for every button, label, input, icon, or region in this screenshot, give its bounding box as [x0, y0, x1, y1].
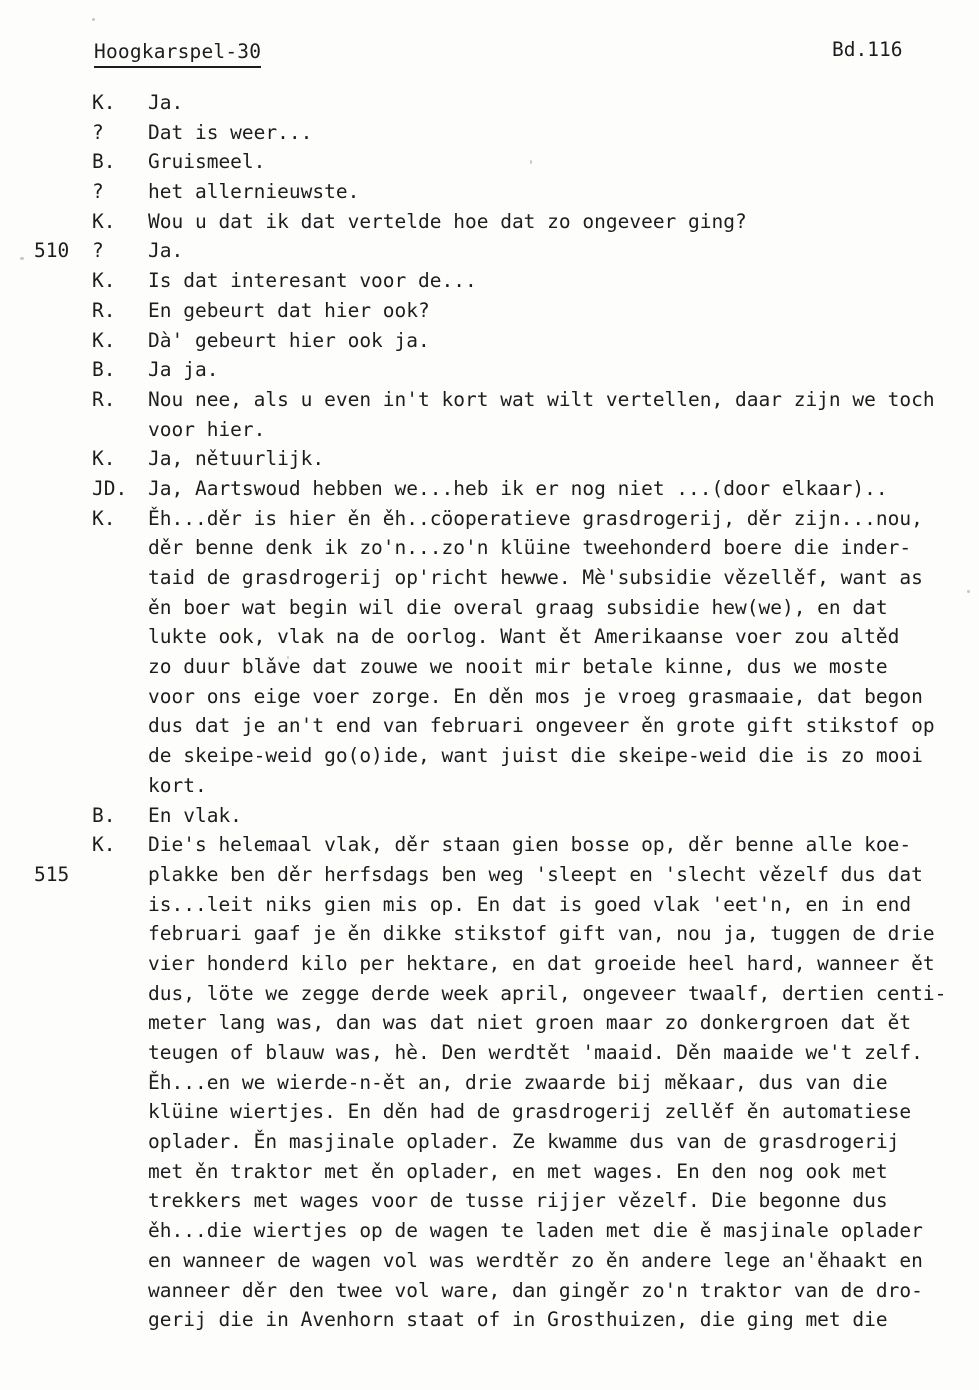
speaker-label: K.	[92, 833, 116, 857]
transcript-line	[0, 1127, 979, 1157]
line-number: 510	[34, 239, 70, 263]
speaker-label: B.	[92, 358, 116, 382]
speaker-label: ?	[92, 180, 104, 204]
transcript-line	[0, 563, 979, 593]
transcript-line	[0, 177, 979, 207]
dialogue-text: zo duur blǎve dat zouwe we nooit mir betale kinne, dus we moste	[148, 655, 888, 679]
dialogue-text: Dà' gebeurt hier ook ja.	[148, 328, 430, 352]
transcript-line	[0, 266, 979, 296]
dialogue-text: taid de grasdrogerij op'richt hewwe. Mè'subsidie vězellěf, want as	[148, 566, 923, 589]
dialogue-text: klüine wiertjes. En děn had de grasdrogerij zellěf ěn automatiese	[148, 1100, 912, 1124]
speaker-label: ?	[92, 120, 104, 144]
transcript-line	[0, 1157, 979, 1187]
dialogue-text: En gebeurt dat hier ook?	[148, 298, 430, 322]
speaker-label: B.	[92, 150, 116, 174]
transcript-line	[0, 326, 979, 356]
speaker-label: JD.	[92, 476, 128, 500]
dialogue-text: februari gaaf je ěn dikke stikstof gift van, nou ja, tuggen de drie	[148, 922, 935, 946]
dialogue-text: wanneer děr den twee vol ware, dan gingěr zo'n traktor van de dro-	[148, 1278, 923, 1302]
transcript-line	[0, 622, 979, 652]
dialogue-text: Ja ja.	[148, 358, 219, 382]
dialogue-text: Ja.	[148, 91, 184, 114]
dialogue-text: is...leit niks gien mis op. En dat is goed vlak 'eet'n, en in end	[148, 892, 912, 916]
speaker-label: ?	[92, 239, 104, 263]
transcript-line	[0, 1097, 979, 1127]
dialogue-text: meter lang was, dan was dat niet groen maar zo donkergroen dat ět	[148, 1011, 912, 1035]
transcript-line	[0, 711, 979, 741]
transcript-line	[0, 296, 979, 326]
dialogue-text: Wou u dat ik dat vertelde hoe dat zo ongeveer ging?	[148, 209, 747, 233]
dialogue-text: dus dat je an't end van februari ongeveer ěn grote gift stikstof op	[148, 714, 935, 738]
dialogue-text: met ěn traktor met ěn oplader, en met wages. En den nog ook met	[148, 1159, 888, 1183]
speaker-label: R.	[92, 387, 116, 411]
dialogue-text: En vlak.	[148, 803, 242, 827]
dialogue-text: de skeipe-weid go(o)ide, want juist die skeipe-weid die is zo mooi	[148, 744, 923, 768]
transcript	[0, 88, 979, 1335]
transcript-line	[0, 593, 979, 623]
speaker-label: K.	[92, 506, 116, 530]
transcript-line	[0, 919, 979, 949]
transcript-line	[0, 533, 979, 563]
dialogue-text: vier honderd kilo per hektare, en dat groeide heel hard, wanneer ět	[148, 951, 935, 975]
dialogue-text: Ja, Aartswoud hebben we...heb ik er nog niet ...(door elkaar)..	[148, 476, 888, 500]
speaker-label: K.	[92, 328, 116, 352]
transcript-line	[0, 415, 979, 445]
transcript-line	[0, 860, 979, 890]
speaker-label: K.	[92, 91, 116, 114]
transcript-line	[0, 1305, 979, 1335]
dialogue-text: voor ons eige voer zorge. En děn mos je vroeg grasmaaie, dat begon	[148, 684, 923, 708]
transcript-line	[0, 1186, 979, 1216]
dialogue-text: voor hier.	[148, 417, 266, 441]
transcript-line	[0, 1068, 979, 1098]
dialogue-text: Gruismeel.	[148, 150, 266, 174]
dialogue-text: kort.	[148, 773, 207, 797]
transcript-line	[0, 385, 979, 415]
transcript-line	[0, 801, 979, 831]
document-title: Hoogkarspel-30	[94, 40, 261, 68]
dialogue-text: en wanneer de wagen vol was werdtěr zo ěn andere lege an'ěhaakt en	[148, 1248, 923, 1272]
dialogue-text: Ja, nětuurlijk.	[148, 447, 325, 471]
transcript-line	[0, 890, 979, 920]
transcript-line	[0, 1216, 979, 1246]
dialogue-text: Ja.	[148, 239, 184, 263]
dialogue-text: plakke ben děr herfsdags ben weg 'sleept en 'slecht vězelf dus dat	[148, 862, 923, 886]
transcript-line	[0, 236, 979, 266]
dialogue-text: ěn boer wat begin wil die overal graag subsidie hew(we), en dat	[148, 595, 888, 619]
transcript-line	[0, 504, 979, 534]
dialogue-text: Is dat interesant voor de...	[148, 269, 477, 293]
dialogue-text: dus, löte we zegge derde week april, ongeveer twaalf, dertien centi-	[148, 981, 947, 1005]
dialogue-text: Die's helemaal vlak, děr staan gien bosse op, děr benne alle koe-	[148, 833, 912, 857]
transcript-line	[0, 1038, 979, 1068]
transcript-line	[0, 474, 979, 504]
dialogue-text: oplader. Ěn masjinale oplader. Ze kwamme dus van de grasdrogerij	[148, 1130, 900, 1154]
speaker-label: B.	[92, 803, 116, 827]
dialogue-text: ěh...die wiertjes op de wagen te laden met die ě masjinale oplader	[148, 1219, 923, 1243]
dialogue-text: teugen of blauw was, hè. Den werdtět 'maaid. Děn maaide we't zelf.	[148, 1041, 923, 1064]
transcript-line	[0, 118, 979, 148]
dialogue-text: děr benne denk ik zo'n...zo'n klüine tweehonderd boere die inder-	[148, 536, 912, 560]
transcript-line	[0, 1246, 979, 1276]
transcript-line	[0, 88, 979, 118]
dialogue-text: Ěh...děr is hier ěn ěh..cöoperatieve grasdrogerij, děr zijn...nou,	[148, 506, 923, 530]
transcript-line	[0, 652, 979, 682]
transcript-line	[0, 949, 979, 979]
transcript-line	[0, 444, 979, 474]
dialogue-text: gerij die in Avenhorn staat of in Grosthuizen, die ging met die	[148, 1308, 888, 1332]
speaker-label: K.	[92, 269, 116, 293]
line-number: 515	[34, 862, 70, 886]
transcript-line	[0, 682, 979, 712]
transcript-line	[0, 207, 979, 237]
transcript-line	[0, 355, 979, 385]
transcript-line	[0, 979, 979, 1009]
speaker-label: K.	[92, 209, 116, 233]
transcript-line	[0, 771, 979, 801]
transcript-line	[0, 1008, 979, 1038]
dialogue-text: lukte ook, vlak na de oorlog. Want ět Amerikaanse voer zou altěd	[148, 625, 900, 649]
dialogue-text: Ěh...en we wierde-n-ět an, drie zwaarde bij měkaar, dus van die	[148, 1070, 888, 1094]
dialogue-text: trekkers met wages voor de tusse rijjer vězelf. Die begonne dus	[148, 1189, 888, 1213]
page-reference: Bd.116	[832, 38, 903, 61]
dialogue-text: het allernieuwste.	[148, 180, 360, 204]
dialogue-text: Dat is weer...	[148, 120, 313, 144]
dialogue-text: Nou nee, als u even in't kort wat wilt vertellen, daar zijn we toch	[148, 387, 935, 411]
transcript-line	[0, 147, 979, 177]
transcript-line	[0, 830, 979, 860]
scan-speck	[92, 18, 95, 21]
transcript-line	[0, 1276, 979, 1306]
speaker-label: K.	[92, 447, 116, 471]
speaker-label: R.	[92, 298, 116, 322]
transcript-line	[0, 741, 979, 771]
